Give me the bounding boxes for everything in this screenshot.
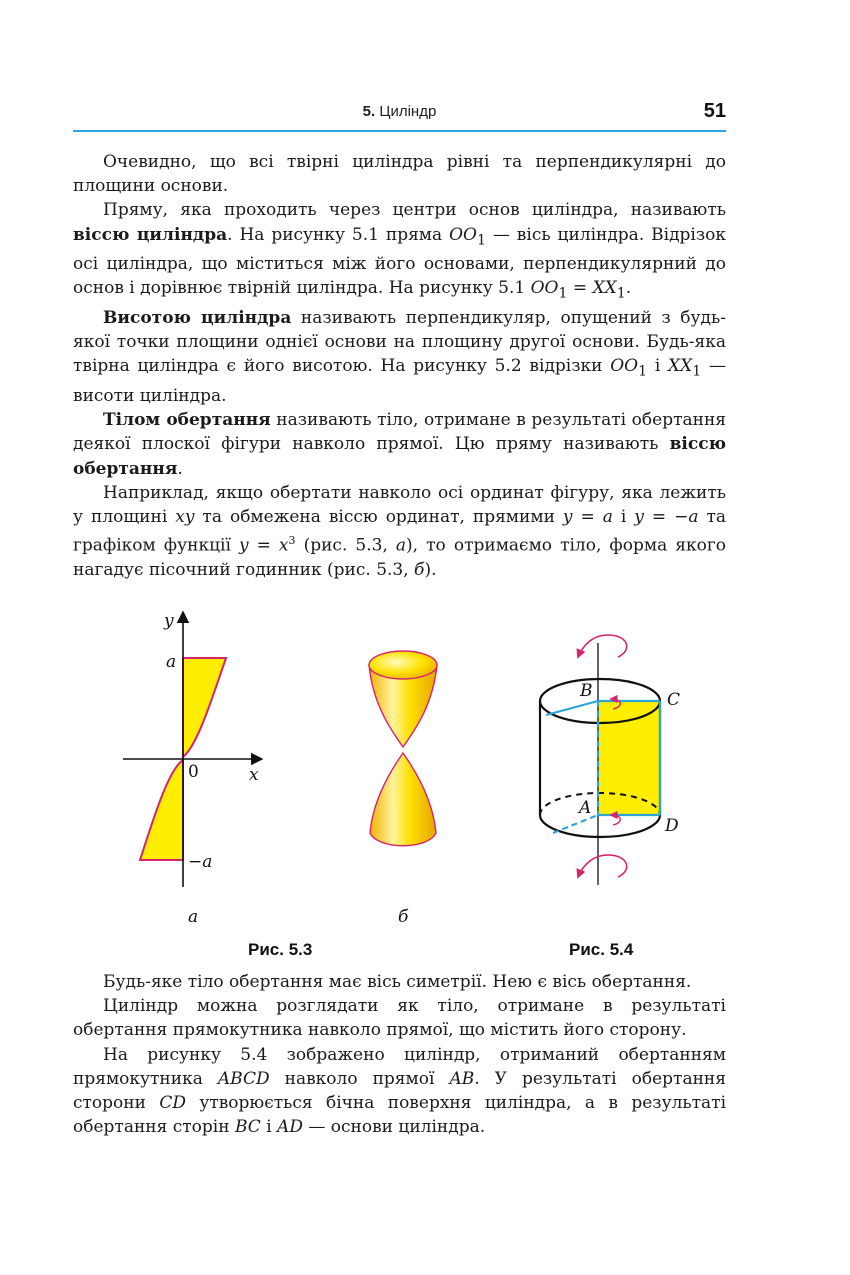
paragraph-7: Циліндр можна розглядати як тіло, отримане в результаті обертання прямокутника навколо прямої, що містить його сторону. [73, 996, 726, 1041]
subcaption-a: а [188, 907, 199, 927]
paragraph-6: Будь-яке тіло обертання має вісь симетрії. Нею є вісь обертання. [103, 972, 692, 992]
page-number: 51 [703, 100, 726, 122]
fig-5-3-b [369, 651, 437, 846]
caption-fig-5-3: Рис. 5.3 [248, 940, 313, 959]
rotation-arrow-bottom [578, 855, 627, 877]
rotation-arrow-top [578, 635, 627, 657]
term-height-cylinder: Висотою циліндра [103, 308, 292, 328]
chapter-number: 5. [362, 103, 376, 120]
point-A-label: A [579, 798, 592, 818]
text-block-bottom [73, 970, 726, 1139]
text-block-top [73, 150, 726, 582]
axis-y-label: y [164, 611, 174, 631]
axis-x-label: x [249, 765, 259, 785]
origin-label: 0 [188, 762, 199, 782]
term-axis-rotation: віссю обертання [73, 434, 726, 479]
top-radius-blue [546, 701, 598, 715]
label-neg-a: −a [188, 852, 213, 872]
point-C-label: C [667, 690, 681, 710]
rotation-arrow-mid-bottom [611, 815, 620, 825]
hourglass-bottom [370, 753, 436, 846]
fig-5-3-a [123, 611, 261, 887]
paragraph-5: Наприклад, якщо обертати навколо осі ординат фігуру, яка лежить у площині xy та обмежена віссю ординат, прямими y = a і y = −a та графіком функції $y = x^3$ (рис. 5.3, а), то отримаємо тіло, форма якого нагадує пісочний годинник (рис. 5.3, б). [73, 482, 726, 581]
hourglass-top-ellipse [369, 651, 437, 679]
point-D-label: D [665, 816, 679, 836]
lower-region [140, 760, 183, 860]
subcaption-b: б [398, 907, 409, 927]
paragraph-4: Тілом обертання називають тіло, отримане в результаті обертання деякої плоскої фігури навколо прямої. Цю пряму називають віссю обертання. [73, 410, 726, 479]
rectangle-ABCD [598, 701, 660, 816]
term-body-rotation: Тілом обертання [103, 410, 271, 431]
caption-fig-5-4: Рис. 5.4 [569, 940, 634, 959]
figures-svg [73, 595, 773, 935]
chapter-title [73, 103, 726, 120]
paragraph-1: Очевидно, що всі твірні циліндра рівні та перпендикулярні до площини основи. [73, 152, 726, 197]
paragraph-2: Пряму, яка проходить через центри основ циліндра, називають віссю циліндра. На рисунку 5.1 пряма $OO_1$ — вісь циліндра. Відрізок осі циліндра, що міститься між його основами, перпендикулярний до основ і дорівнює твірній циліндра. На рисунку 5.1 $OO_1 = XX_1$. [73, 200, 726, 302]
figures-area [73, 595, 773, 975]
point-B-label: B [580, 681, 593, 701]
paragraph-8: На рисунку 5.4 зображено циліндр, отриманий обертанням прямокутника ABCD навколо прямої AB. У результаті обертання сторони CD утворюється бічна поверхня циліндра, а в результаті обертання сторін BC і AD — основи циліндра. [73, 1044, 727, 1138]
paragraph-3: Висотою циліндра називають перпендикуляр, опущений з будь-якої точки площини однієї основи на площину другої основи. Будь-яка твірна циліндра є його висотою. На рисунку 5.2 відрізки $OO_1$ і $XX_1$ — висоти циліндра. [73, 308, 726, 406]
page-header [73, 100, 726, 132]
upper-region [183, 658, 226, 757]
label-a: a [166, 652, 177, 672]
term-axis-cylinder: віссю циліндра [73, 224, 228, 245]
fig-5-4 [540, 635, 680, 885]
chapter-name: Циліндр [379, 103, 437, 120]
cylinder-bottom-front [540, 815, 660, 837]
